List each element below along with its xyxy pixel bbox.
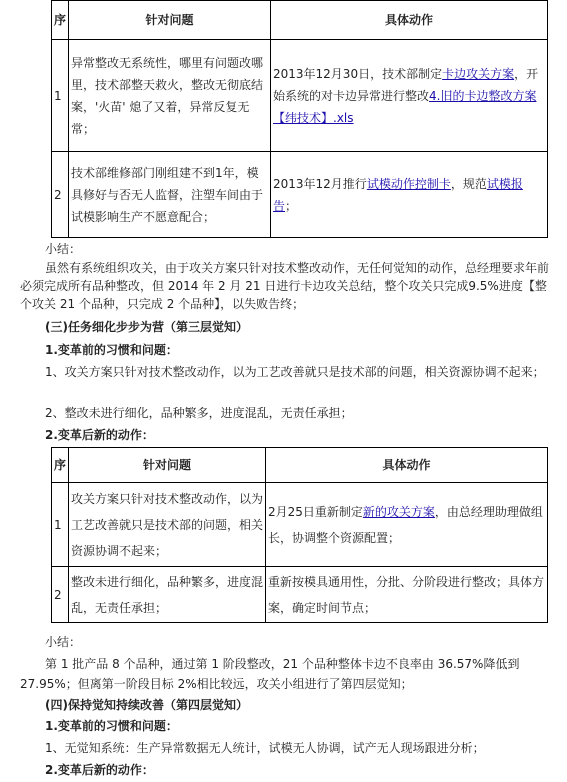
section-4-title: (四)保持觉知持续改善（第四层觉知）	[45, 698, 248, 712]
row-number: 2	[52, 567, 69, 623]
table-2-header	[52, 448, 548, 483]
action-text: 2013年12月推行	[273, 176, 367, 191]
action-cell: 重新按模具通用性，分批、分阶段进行整改；具体方案，确定时间节点；	[266, 567, 548, 623]
section-4-subheading-1: 1.变革前的习惯和问题：	[45, 719, 178, 733]
action-cell	[271, 152, 548, 238]
action-text: ，规范	[450, 176, 487, 191]
summary-1-label: 小结：	[45, 242, 82, 256]
action-text: 2月25日重新制定	[268, 504, 363, 519]
section-3-subheading-1: 1.变革前的习惯和问题：	[45, 343, 178, 357]
table-row	[52, 567, 548, 623]
section-3-title: (三)任务细化步步为营（第三层觉知）	[45, 320, 248, 334]
table-row	[52, 152, 548, 238]
table-2	[51, 447, 548, 623]
col-header-action: 具体动作	[271, 1, 548, 40]
action-cell	[271, 40, 548, 152]
row-number: 2	[52, 152, 69, 238]
trial-control-card-link[interactable]: 试模动作控制卡	[366, 176, 451, 191]
old-plan-file-link[interactable]: 4.旧的卡边整改方案【纬技术】.xls	[273, 88, 537, 125]
action-text: ，开始系统的对卡边异常进行整改	[273, 66, 539, 103]
action-text: ；	[285, 198, 298, 213]
problem-cell: 异常整改无系统性，哪里有问题改哪里，技术部整天救火，整改无彻底结案，'火苗' 熄了又着，异常反复无常；	[69, 40, 271, 152]
col-header-problem: 针对问题	[69, 448, 266, 483]
action-cell	[266, 483, 548, 567]
trial-report-link[interactable]: 试模报告	[273, 176, 523, 213]
section-3-item-1: 1、攻关方案只针对技术整改动作，以为工艺改善就只是技术部的问题，相关资源协调不起来；	[45, 365, 545, 379]
col-header-no: 序	[52, 1, 69, 40]
col-header-no: 序	[52, 448, 69, 483]
section-4-subheading-2: 2.变革后新的动作：	[45, 763, 154, 777]
action-text: ，由总经理助理做组长，协调整个资源配置；	[268, 504, 543, 545]
problem-cell: 整改未进行细化，品种繁多，进度混乱，无责任承担；	[69, 567, 266, 623]
new-attack-plan-link[interactable]: 新的攻关方案	[362, 504, 435, 519]
table-1-header	[52, 1, 548, 40]
section-3-subheading-2: 2.变革后新的动作：	[45, 428, 154, 442]
attack-plan-link[interactable]: 卡边攻关方案	[442, 66, 515, 81]
summary-2-label: 小结：	[45, 635, 82, 649]
row-number: 1	[52, 483, 69, 567]
table-row	[52, 483, 548, 567]
action-text: 2013年12月30日，技术部制定	[273, 66, 443, 81]
table-1	[51, 0, 548, 238]
section-4-item-1: 1、无觉知系统：生产异常数据无人统计，试模无人协调，试产无人现场跟进分析；	[45, 741, 485, 755]
col-header-action: 具体动作	[266, 448, 548, 483]
summary-1-text: 虽然有系统组织攻关，由于攻关方案只针对技术整改动作，无任何觉知的动作，总经理要求年前必须完成所有品种整改，但 2014 年 2 月 21 日进行卡边攻关总结，整个攻关只完成9.5%进度【整个攻关 21 个品种，只完成 2 个品种】，以失败告终；	[20, 261, 550, 311]
row-number: 1	[52, 40, 69, 152]
col-header-problem: 针对问题	[69, 1, 271, 40]
summary-2-text: 第 1 批产品 8 个品种，通过第 1 阶段整改，21 个品种整体卡边不良率由 36.57%降低到27.95%；但离第一阶段目标 2%相比较远，攻关小组进行了第四层觉知；	[20, 657, 520, 691]
table-row	[52, 40, 548, 152]
section-3-item-2: 2、整改未进行细化，品种繁多，进度混乱，无责任承担；	[45, 406, 353, 420]
problem-cell: 攻关方案只针对技术整改动作，以为工艺改善就只是技术部的问题，相关资源协调不起来；	[69, 483, 266, 567]
problem-cell: 技术部维修部门刚组建不到1年，模具修好与否无人监督，注塑车间由于试模影响生产不愿意配合；	[69, 152, 271, 238]
